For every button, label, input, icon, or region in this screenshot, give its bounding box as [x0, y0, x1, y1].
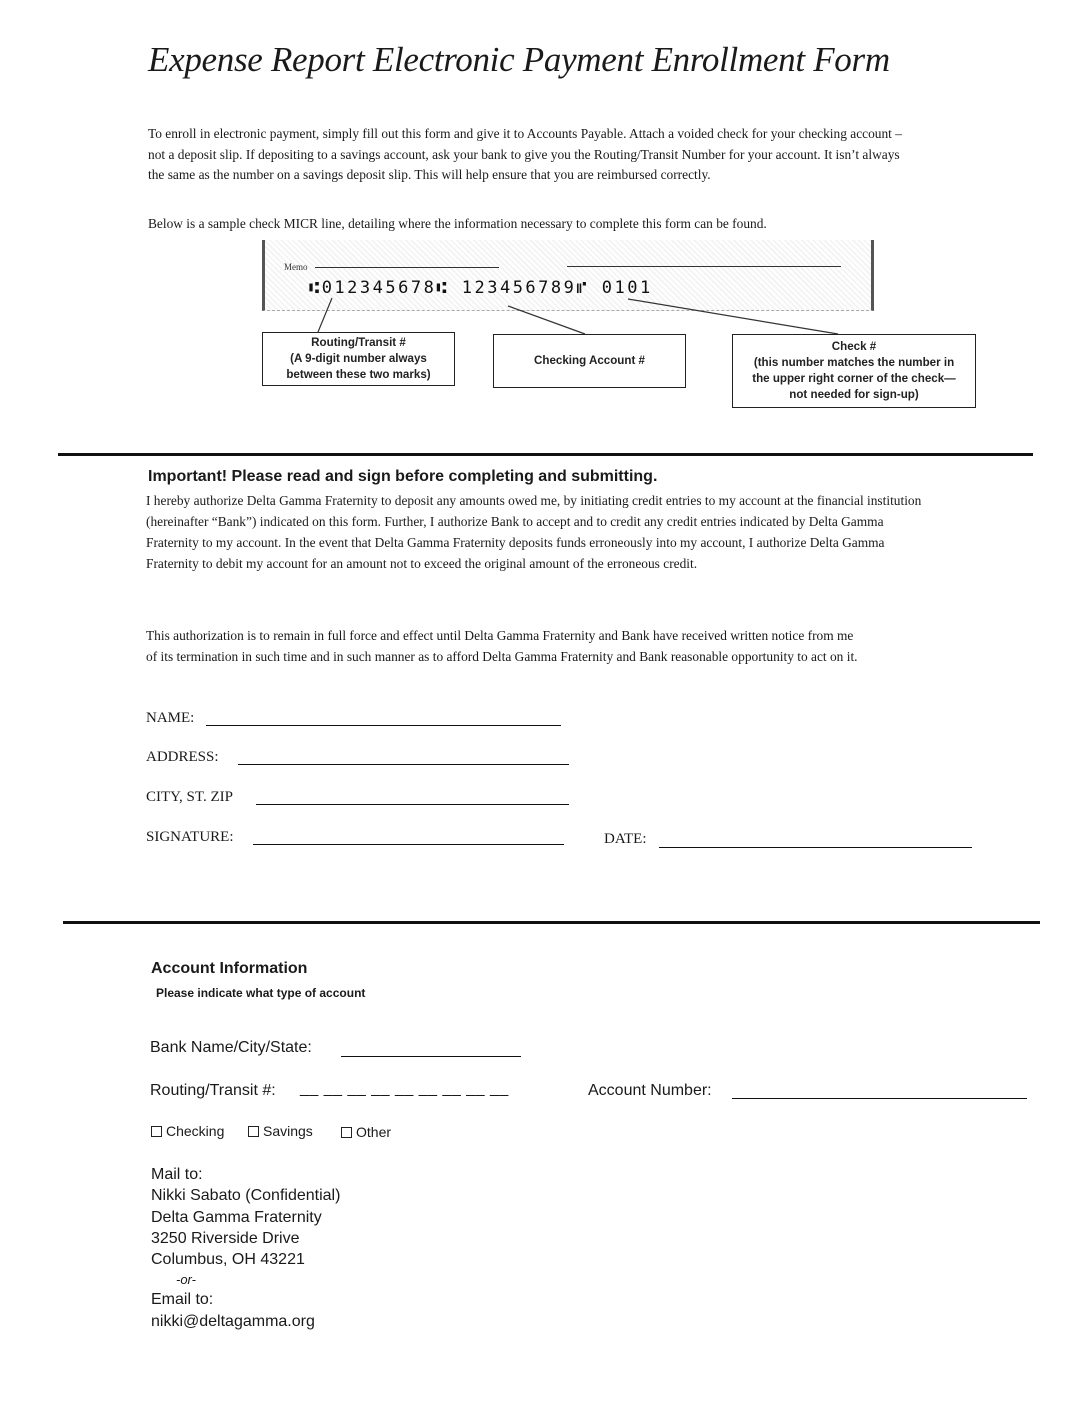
- address-field[interactable]: [238, 764, 569, 765]
- micr-line: ⑆012345678⑆ 123456789⑈ 0101: [309, 278, 653, 298]
- memo-label: Memo: [284, 262, 308, 272]
- section-divider: [63, 921, 1040, 924]
- routing-callout-line: (A 9-digit number always: [290, 352, 427, 365]
- authorization-paragraph-2: This authorization is to remain in full force and effect until Delta Gamma Fraternity and Bank have received written notice from me of its termination in such time and in such manner as to afford Delta Gamma Fraternity and Bank reasonable opportunity to act on it.: [146, 628, 858, 664]
- city-state-zip-field[interactable]: [256, 804, 569, 805]
- routing-connector: [318, 298, 332, 332]
- routing-transit-field[interactable]: __ __ __ __ __ __ __ __ __: [300, 1080, 509, 1097]
- account-number-field[interactable]: [732, 1098, 1027, 1099]
- name-field[interactable]: [206, 725, 561, 726]
- routing-callout-line: between these two marks): [286, 368, 431, 381]
- bank-name-field[interactable]: [341, 1056, 521, 1057]
- mail-city: Columbus, OH 43221: [151, 1251, 305, 1269]
- authorization-paragraph-1: I hereby authorize Delta Gamma Fraternity to deposit any amounts owed me, by initiating credit entries to my account at the financial institution (hereinafter “Bank”) indicated on this form. Further, I authorize Bank to accept and to credit any credit entries indicated by Delta Gamma Fraternity to my account. In the event that Delta Gamma Fraternity deposits funds erroneously into my account, I authorize Delta Gamma Fraternity to debit my account for an amount not to exceed the original amount of the erroneous credit.: [146, 493, 922, 571]
- savings-option-label: Savings: [263, 1123, 313, 1139]
- account-callout-box: [493, 334, 686, 388]
- check-number-callout-box: [732, 334, 976, 408]
- routing-callout-line: Routing/Transit #: [311, 336, 406, 349]
- check-callout-line: Check #: [831, 340, 877, 353]
- sample-check-caption: Below is a sample check MICR line, detailing where the information necessary to complete this form can be found.: [148, 216, 767, 231]
- checkbox-icon[interactable]: [248, 1126, 259, 1137]
- mailing-address-block: [151, 1164, 340, 1332]
- mail-organization: Delta Gamma Fraternity: [151, 1208, 322, 1226]
- date-label: DATE:: [604, 831, 647, 847]
- bank-name-label: Bank Name/City/State:: [150, 1039, 312, 1056]
- authorization-heading: Important! Please read and sign before completing and submitting.: [148, 468, 658, 485]
- account-type-other[interactable]: [341, 1124, 391, 1140]
- page-title: Expense Report Electronic Payment Enrollment Form: [148, 40, 890, 79]
- check-callout-line: not needed for sign-up): [789, 388, 919, 401]
- name-label: NAME:: [146, 710, 195, 726]
- routing-transit-label: Routing/Transit #:: [150, 1082, 276, 1099]
- checking-option-label: Checking: [166, 1123, 225, 1139]
- routing-callout-box: [262, 332, 455, 386]
- mail-street: 3250 Riverside Drive: [151, 1229, 300, 1247]
- account-type-savings[interactable]: [248, 1123, 313, 1139]
- date-field[interactable]: [659, 847, 972, 848]
- city-state-zip-label: CITY, ST. ZIP: [146, 789, 233, 805]
- account-connector: [508, 306, 585, 334]
- or-separator: -or-: [176, 1272, 196, 1288]
- account-info-subtitle: Please indicate what type of account: [156, 986, 366, 1000]
- intro-paragraph: To enroll in electronic payment, simply fill out this form and give it to Accounts Payable. Attach a voided check for your checking account – not a deposit slip. If depositing to a savings account, ask your bank to give you the Routing/Transit Number for your account. It isn’t always the same as the number on a savings deposit slip. This will help ensure that you are reimbursed correctly.: [148, 126, 902, 182]
- mail-recipient-name: Nikki Sabato (Confidential): [151, 1187, 341, 1205]
- check-callout-line: the upper right corner of the check—: [752, 372, 956, 385]
- email-address[interactable]: nikki@deltagamma.org: [151, 1312, 315, 1330]
- checkbox-icon[interactable]: [341, 1127, 352, 1138]
- email-to-label: Email to:: [151, 1291, 214, 1309]
- account-type-checking[interactable]: [151, 1123, 224, 1139]
- address-label: ADDRESS:: [146, 749, 219, 765]
- checkbox-icon[interactable]: [151, 1126, 162, 1137]
- account-callout-label: Checking Account #: [533, 354, 646, 367]
- signature-label: SIGNATURE:: [146, 829, 234, 845]
- account-number-label: Account Number:: [588, 1082, 712, 1099]
- account-info-title: Account Information: [151, 960, 308, 977]
- check-number-connector: [628, 299, 838, 334]
- other-option-label: Other: [356, 1124, 392, 1140]
- section-divider: [58, 453, 1033, 456]
- signature-field[interactable]: [253, 844, 564, 845]
- check-callout-line: (this number matches the number in: [753, 356, 955, 369]
- mail-to-label: Mail to:: [151, 1166, 203, 1183]
